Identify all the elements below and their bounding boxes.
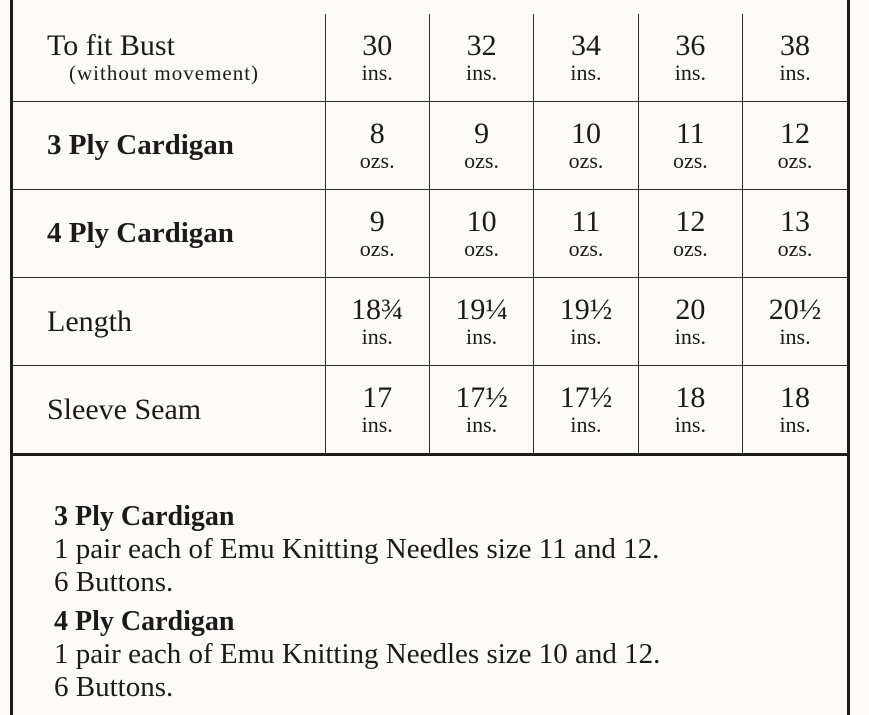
size-cell: [638, 14, 742, 102]
materials-group-3ply: [54, 500, 844, 599]
materials-line: 6 Buttons.: [54, 566, 174, 598]
value-num: 9: [474, 116, 490, 150]
size-unit: ins.: [570, 60, 602, 86]
bust-label-cell: [13, 14, 325, 102]
value-unit: ins.: [674, 324, 706, 350]
materials-heading: 4 Ply Cardigan: [54, 606, 235, 637]
value-num: 11: [675, 116, 705, 150]
row-label-cell: [13, 102, 325, 190]
row-label: 4 Ply Cardigan: [47, 216, 234, 249]
value-cell: [743, 278, 847, 366]
value-cell: [325, 366, 429, 455]
size-cell: [534, 14, 638, 102]
value-num: 8: [369, 116, 385, 150]
value-unit: ins.: [465, 324, 498, 350]
value-cell: [429, 278, 533, 366]
size-cell: [743, 14, 847, 102]
table-header-row: [13, 14, 847, 102]
value-unit: ozs.: [568, 148, 604, 174]
value-unit: ozs.: [672, 148, 708, 174]
value-unit: ozs.: [568, 236, 604, 262]
value-cell: [534, 102, 638, 190]
value-num: 18¾: [350, 292, 404, 326]
bust-sublabel: (without movement): [69, 61, 260, 86]
value-num: 17: [362, 380, 393, 414]
value-num: 9: [369, 204, 385, 238]
value-num: 10: [570, 116, 601, 150]
value-unit: ins.: [674, 412, 706, 438]
size-table: [13, 14, 847, 456]
row-label-cell: [13, 366, 325, 455]
value-unit: ozs.: [777, 148, 813, 174]
value-unit: ins.: [779, 324, 811, 350]
value-unit: ins.: [465, 412, 498, 438]
row-label: Sleeve Seam: [47, 393, 202, 426]
value-unit: ins.: [361, 412, 393, 438]
value-cell: [638, 278, 742, 366]
bust-label: To fit Bust: [47, 29, 175, 63]
value-unit: ins.: [361, 324, 393, 350]
value-cell: [325, 190, 429, 278]
value-cell: [429, 102, 533, 190]
materials-line: 1 pair each of Emu Knitting Needles size 10 and 12.: [54, 638, 661, 670]
size-num: 30: [362, 28, 393, 62]
value-cell: [325, 102, 429, 190]
value-cell: [429, 366, 533, 455]
value-num: 19¼: [455, 292, 508, 326]
value-num: 12: [675, 204, 706, 238]
value-cell: [534, 366, 638, 455]
size-cell: [429, 14, 533, 102]
value-num: 18: [675, 380, 706, 414]
size-num: 32: [466, 28, 497, 62]
table-row: [13, 366, 847, 455]
value-num: 11: [571, 204, 601, 238]
value-cell: [325, 278, 429, 366]
table-row: [13, 102, 847, 190]
value-cell: [743, 190, 847, 278]
size-unit: ins.: [465, 60, 498, 86]
materials-line: 1 pair each of Emu Knitting Needles size 11 and 12.: [54, 533, 660, 565]
value-num: 10: [466, 204, 497, 238]
value-cell: [638, 102, 742, 190]
materials-section: [54, 500, 844, 710]
size-num: 34: [570, 28, 601, 62]
size-unit: ins.: [674, 60, 706, 86]
value-num: 20: [675, 292, 706, 326]
value-cell: [638, 366, 742, 455]
value-num: 12: [780, 116, 811, 150]
value-unit: ozs.: [359, 148, 395, 174]
value-unit: ozs.: [464, 148, 499, 174]
row-label: 3 Ply Cardigan: [47, 128, 234, 161]
row-label-cell: [13, 190, 325, 278]
value-unit: ins.: [570, 324, 602, 350]
table-row: [13, 278, 847, 366]
row-label: Length: [47, 305, 132, 338]
value-num: 20½: [768, 292, 822, 326]
value-num: 18: [780, 380, 811, 414]
size-num: 38: [780, 28, 811, 62]
value-cell: [534, 278, 638, 366]
materials-group-4ply: [54, 605, 844, 704]
materials-heading: 3 Ply Cardigan: [54, 501, 235, 532]
size-unit: ins.: [779, 60, 811, 86]
value-unit: ins.: [570, 412, 602, 438]
table-row: [13, 190, 847, 278]
value-unit: ozs.: [672, 236, 708, 262]
value-unit: ins.: [779, 412, 811, 438]
value-num: 19½: [559, 292, 613, 326]
value-num: 13: [780, 204, 811, 238]
value-cell: [743, 102, 847, 190]
value-unit: ozs.: [777, 236, 813, 262]
value-cell: [429, 190, 533, 278]
value-num: 17½: [455, 380, 508, 414]
value-cell: [534, 190, 638, 278]
materials-line: 6 Buttons.: [54, 671, 174, 703]
value-cell: [638, 190, 742, 278]
row-label-cell: [13, 278, 325, 366]
size-unit: ins.: [361, 60, 393, 86]
size-num: 36: [675, 28, 706, 62]
value-cell: [743, 366, 847, 455]
value-num: 17½: [559, 380, 613, 414]
value-unit: ozs.: [359, 236, 395, 262]
size-cell: [325, 14, 429, 102]
value-unit: ozs.: [464, 236, 499, 262]
